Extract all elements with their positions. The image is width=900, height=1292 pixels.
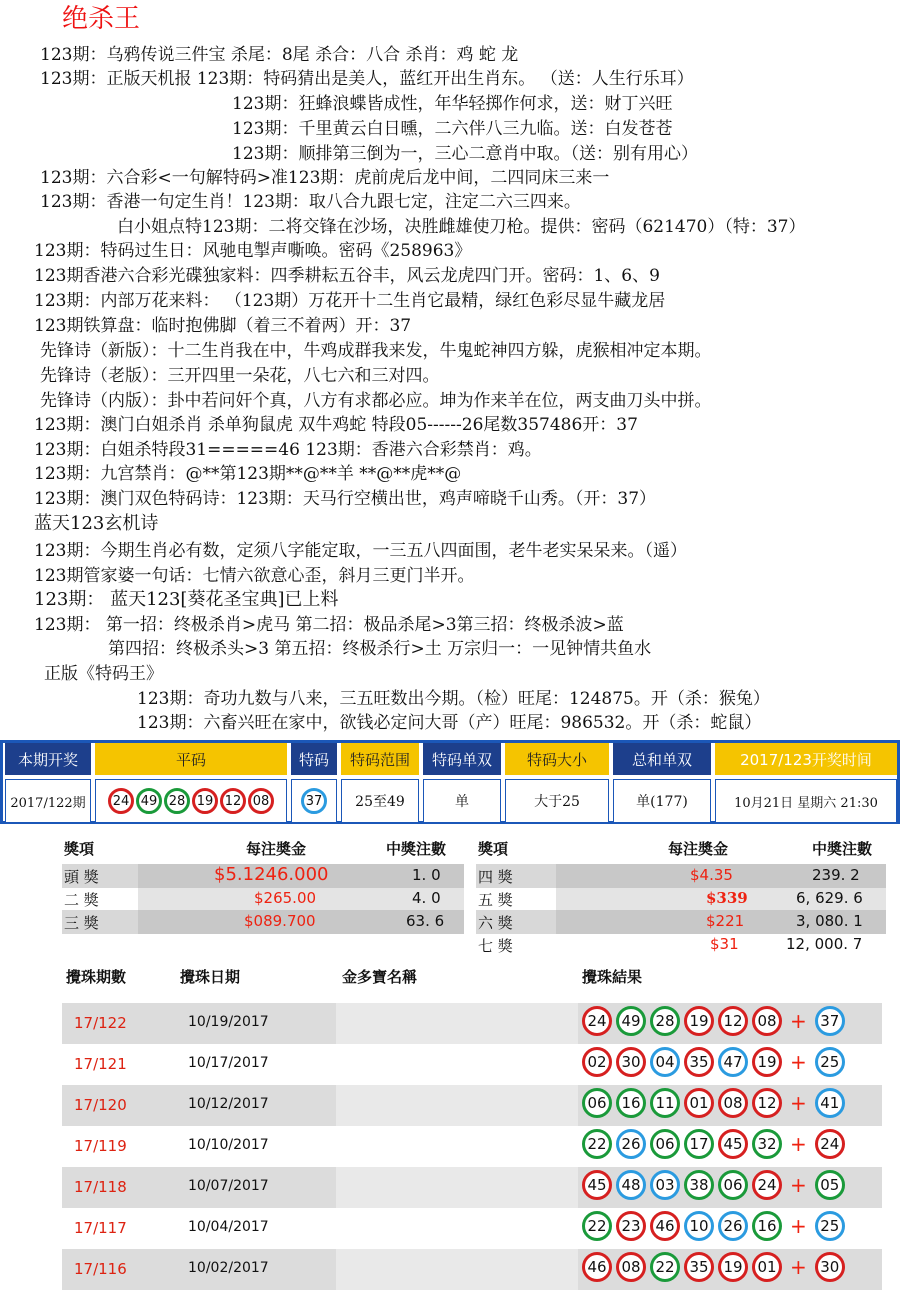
result-date: 10/12/2017	[188, 1096, 269, 1112]
number-ball: 46	[650, 1211, 680, 1241]
number-ball: 38	[684, 1170, 714, 1200]
result-date: 10/19/2017	[188, 1014, 269, 1030]
prize-amount: $31	[710, 935, 739, 953]
number-ball: 04	[650, 1047, 680, 1077]
result-row	[62, 1167, 882, 1208]
prize-name: 二 獎	[64, 891, 99, 909]
text-line: 123期：奇功九数与八来，三五旺数出今期。（检）旺尾：124875。开（杀：猴兔）	[137, 689, 770, 709]
number-ball: 24	[582, 1006, 612, 1036]
prize-count: 4. 0	[412, 889, 441, 907]
number-ball: 22	[582, 1211, 612, 1241]
results-header-result: 攪珠結果	[582, 968, 643, 986]
result-name	[336, 1167, 578, 1208]
plus-icon: +	[790, 1009, 807, 1033]
text-line: 先锋诗（老版）：三开四里一朵花，八七六和三对四。	[40, 366, 440, 386]
number-ball: 12	[718, 1006, 748, 1036]
result-row	[62, 1003, 882, 1044]
number-ball: 08	[248, 788, 274, 814]
prize-count: 3, 080. 1	[796, 912, 863, 930]
number-ball: 03	[650, 1170, 680, 1200]
result-name	[336, 1249, 578, 1290]
special-ball: 25	[815, 1211, 845, 1241]
prize-header-item: 獎項	[478, 840, 509, 858]
number-ball: 47	[718, 1047, 748, 1077]
prize-count: 12, 000. 7	[786, 935, 863, 953]
result-row	[62, 1208, 882, 1249]
header-sum-odd-even: 总和单双	[613, 743, 711, 775]
results-header-date: 攪珠日期	[180, 968, 241, 986]
plus-icon: +	[790, 1214, 807, 1238]
number-ball: 01	[684, 1088, 714, 1118]
result-row	[62, 1044, 882, 1085]
text-line: 123期：特码过生日：风驰电掣声嘶唤。密码《258963》	[34, 241, 472, 261]
number-ball: 49	[136, 788, 162, 814]
number-ball: 23	[616, 1211, 646, 1241]
special-ball: 37	[301, 788, 327, 814]
number-ball: 35	[684, 1252, 714, 1282]
result-date: 10/10/2017	[188, 1137, 269, 1153]
number-ball: 06	[650, 1129, 680, 1159]
prize-header-count: 中奬注數	[812, 840, 873, 858]
result-period: 17/119	[74, 1137, 127, 1155]
prize-amount: $5.1246.000	[214, 864, 329, 885]
number-ball: 01	[752, 1252, 782, 1282]
text-line: 123期：内部万花来料： （123期）万花开十二生肖它最精，绿红色彩尽显牛藏龙居	[34, 291, 666, 311]
number-ball: 24	[752, 1170, 782, 1200]
header-regular-numbers: 平码	[95, 743, 287, 775]
result-row	[62, 1085, 882, 1126]
result-period: 17/118	[74, 1178, 127, 1196]
next-draw-time: 10月21日 星期六 21:30	[715, 779, 897, 823]
number-ball: 06	[582, 1088, 612, 1118]
text-line: 先锋诗（内版）：卦中若问奸个真，八方有求都必应。坤为作来羊在位，两支曲刀头中拼。	[40, 391, 712, 411]
result-period: 17/122	[74, 1014, 127, 1032]
text-line: 第四招：终极杀头>3 第五招：终极杀行>土 万宗归一：一见钟情共鱼水	[108, 639, 652, 659]
special-ball: 25	[815, 1047, 845, 1077]
result-date: 10/04/2017	[188, 1219, 269, 1235]
number-ball: 11	[650, 1088, 680, 1118]
number-ball: 45	[718, 1129, 748, 1159]
prize-name: 四 獎	[478, 868, 513, 886]
number-ball: 48	[616, 1170, 646, 1200]
number-ball: 28	[650, 1006, 680, 1036]
prize-header-item: 獎項	[64, 840, 95, 858]
number-ball: 06	[718, 1170, 748, 1200]
result-balls	[582, 1211, 849, 1241]
text-line: 123期：九宫禁肖：@**第123期**@**羊 **@**虎**@	[34, 464, 462, 484]
prize-header-amount: 每注奬金	[668, 840, 729, 858]
number-ball: 19	[192, 788, 218, 814]
number-ball: 08	[718, 1088, 748, 1118]
text-line: 123期：顺排第三倒为一，三心二意肖中取。（送：别有用心）	[232, 144, 698, 164]
number-ball: 12	[752, 1088, 782, 1118]
prize-count: 6, 629. 6	[796, 889, 863, 907]
result-balls	[582, 1006, 849, 1036]
result-balls	[582, 1088, 849, 1118]
result-row	[62, 1249, 882, 1290]
plus-icon: +	[790, 1091, 807, 1115]
header-special-number: 特码	[291, 743, 337, 775]
sum-odd-even: 单(177)	[613, 779, 711, 823]
special-ball: 30	[815, 1252, 845, 1282]
number-ball: 19	[752, 1047, 782, 1077]
number-ball: 30	[616, 1047, 646, 1077]
text-line: 123期：狂蜂浪蝶皆成性，年华轻掷作何求，送：财丁兴旺	[232, 94, 673, 114]
header-special-odd-even: 特码单双	[423, 743, 501, 775]
plus-icon: +	[790, 1050, 807, 1074]
text-line: 123期：六合彩<一句解特码>准123期：虎前虎后龙中间，二四同床三来一	[40, 168, 610, 188]
number-ball: 32	[752, 1129, 782, 1159]
result-period: 17/117	[74, 1219, 127, 1237]
result-balls	[582, 1170, 849, 1200]
result-date: 10/07/2017	[188, 1178, 269, 1194]
prize-name: 五 獎	[478, 891, 513, 909]
text-line: 123期：白姐杀特段31=====46 123期：香港六合彩禁肖：鸡。	[34, 440, 542, 460]
text-line: 123期：香港一句定生肖！123期：取八合九跟七定，注定二六三四来。	[40, 192, 581, 212]
number-ball: 22	[650, 1252, 680, 1282]
result-date: 10/02/2017	[188, 1260, 269, 1276]
number-ball: 19	[718, 1252, 748, 1282]
result-balls	[582, 1129, 849, 1159]
text-line: 123期香港六合彩光碟独家料：四季耕耘五谷丰，风云龙虎四门开。密码：1、6、9	[34, 266, 660, 286]
text-line: 123期：正版天机报 123期：特码猜出是美人，蓝红开出生肖东。 （送：人生行乐耳）	[40, 69, 694, 89]
prize-count: 63. 6	[406, 912, 445, 930]
number-ball: 10	[684, 1211, 714, 1241]
result-period: 17/121	[74, 1055, 127, 1073]
number-ball: 02	[582, 1047, 612, 1077]
special-ball-cell	[291, 779, 337, 823]
number-ball: 16	[752, 1211, 782, 1241]
result-name	[336, 1003, 578, 1044]
plus-icon: +	[790, 1132, 807, 1156]
special-size: 大于25	[505, 779, 609, 823]
text-line: 123期： 第一招：终极杀肖>虎马 第二招：极品杀尾>3第三招：终极杀波>蓝	[34, 615, 624, 635]
prize-amount: $221	[706, 912, 745, 930]
result-name	[336, 1126, 578, 1167]
page-title: 绝杀王	[62, 4, 141, 34]
header-current-draw: 本期开奖	[5, 743, 91, 775]
prize-amount: $339	[706, 889, 748, 907]
number-ball: 49	[616, 1006, 646, 1036]
regular-balls	[95, 779, 287, 823]
result-name	[336, 1208, 578, 1249]
number-ball: 45	[582, 1170, 612, 1200]
special-ball: 24	[815, 1129, 845, 1159]
number-ball: 22	[582, 1129, 612, 1159]
header-special-range: 特码范围	[341, 743, 419, 775]
text-line: 123期铁算盘：临时抱佛脚（着三不着两）开：37	[34, 316, 412, 336]
prize-header-amount: 每注奬金	[246, 840, 307, 858]
text-line: 123期：澳门双色特码诗：123期：天马行空横出世，鸡声啼晓千山秀。（开：37）	[34, 489, 657, 509]
result-balls	[582, 1047, 849, 1077]
result-date: 10/17/2017	[188, 1055, 269, 1071]
text-line: 123期：六畜兴旺在家中，欲钱必定问大哥（产）旺尾：986532。开（杀：蛇鼠）	[137, 713, 762, 733]
text-line: 123期：今期生肖必有数，定须八字能定取，一三五八四面围，老牛老实呆呆来。（遥）	[34, 541, 687, 561]
header-next-draw-time: 2017/123开奖时间	[715, 743, 897, 775]
result-balls	[582, 1252, 849, 1282]
number-ball: 28	[164, 788, 190, 814]
prize-name: 頭 獎	[64, 868, 99, 886]
prize-amount: $265.00	[254, 889, 317, 907]
prize-name: 三 獎	[64, 914, 99, 932]
result-period: 17/116	[74, 1260, 127, 1278]
number-ball: 26	[718, 1211, 748, 1241]
special-range: 25至49	[341, 779, 419, 823]
results-header-name: 金多寶名稱	[342, 968, 418, 986]
result-name	[336, 1085, 578, 1126]
number-ball: 19	[684, 1006, 714, 1036]
plus-icon: +	[790, 1255, 807, 1279]
special-odd-even: 单	[423, 779, 501, 823]
prize-count: 1. 0	[412, 866, 441, 884]
number-ball: 08	[616, 1252, 646, 1282]
number-ball: 08	[752, 1006, 782, 1036]
text-line: 123期：澳门白姐杀肖 杀单狗鼠虎 双牛鸡蛇 特段05------26尾数357486开：37	[34, 415, 638, 435]
number-ball: 35	[684, 1047, 714, 1077]
special-ball: 41	[815, 1088, 845, 1118]
prize-name: 六 獎	[478, 914, 513, 932]
draw-period: 2017/122期	[5, 779, 91, 823]
prize-header-count: 中獎注數	[386, 840, 447, 858]
prize-amount: $089.700	[244, 912, 316, 930]
special-ball: 05	[815, 1170, 845, 1200]
number-ball: 46	[582, 1252, 612, 1282]
text-line: 123期：千里黄云白日曛，二六伴八三九临。送：白发苍苍	[232, 119, 673, 139]
special-ball: 37	[815, 1006, 845, 1036]
prize-name: 七 獎	[478, 937, 513, 955]
results-header-period: 攪珠期數	[66, 968, 127, 986]
result-period: 17/120	[74, 1096, 127, 1114]
header-special-size: 特码大小	[505, 743, 609, 775]
plus-icon: +	[790, 1173, 807, 1197]
number-ball: 17	[684, 1129, 714, 1159]
number-ball: 24	[108, 788, 134, 814]
text-line: 123期： 蓝天123[葵花圣宝典]已上料	[34, 589, 339, 610]
draw-table	[0, 740, 900, 824]
text-line: 123期：乌鸦传说三件宝 杀尾：8尾 杀合：八合 杀肖：鸡 蛇 龙	[40, 45, 519, 65]
number-ball: 12	[220, 788, 246, 814]
text-line: 正版《特码王》	[44, 664, 163, 684]
prize-count: 239. 2	[812, 866, 860, 884]
number-ball: 16	[616, 1088, 646, 1118]
text-line: 白小姐点特123期：二将交锋在沙场，决胜雌雄使刀枪。提供：密码（621470）（特：37）	[117, 217, 806, 237]
number-ball: 26	[616, 1129, 646, 1159]
text-line: 123期管家婆一句话：七情六欲意心歪，斜月三更门半开。	[34, 566, 475, 586]
section-heading: 蓝天123玄机诗	[34, 513, 159, 534]
result-row	[62, 1126, 882, 1167]
prize-amount: $4.35	[690, 866, 733, 884]
result-name	[336, 1044, 578, 1085]
text-line: 先锋诗（新版）：十二生肖我在中，牛鸡成群我来发，牛鬼蛇神四方躲，虎猴相冲定本期。	[40, 341, 712, 361]
